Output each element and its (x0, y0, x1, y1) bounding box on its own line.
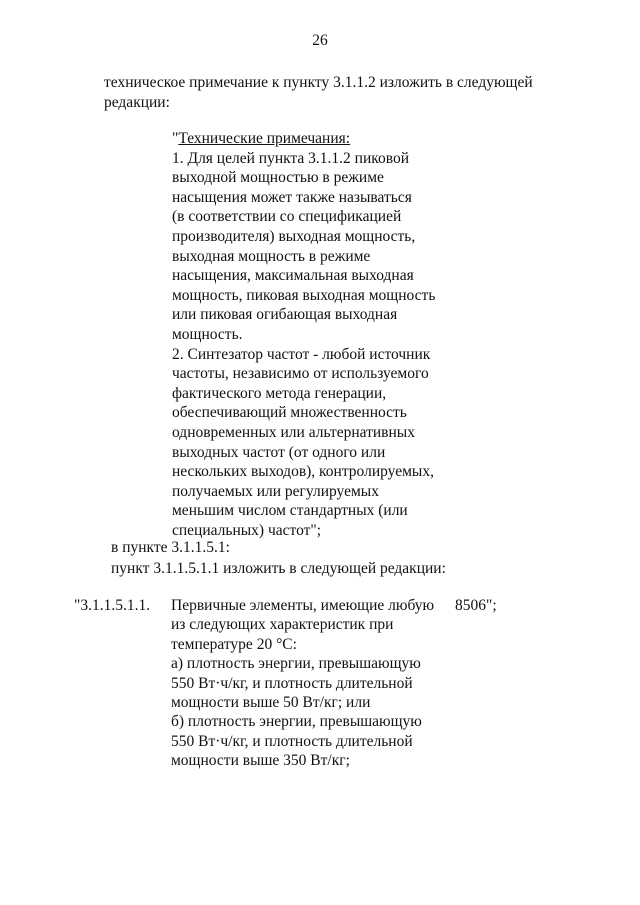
note-line: частоты, независимо от используемого (172, 365, 429, 383)
note-line: нескольких выходов), контролируемых, (172, 463, 434, 481)
note-line: 2. Синтезатор частот - любой источник (172, 345, 431, 363)
item-line: Первичные элементы, имеющие любую (171, 597, 435, 614)
note-line: 1. Для целей пункта 3.1.1.2 пиковой (172, 149, 409, 167)
technical-notes-title: Технические примечания: (178, 130, 351, 147)
note-line: получаемых или регулируемых (172, 482, 379, 500)
item-line: б) плотность энергии, превышающую (171, 713, 422, 731)
note-line: меньшим числом стандартных (или (172, 502, 408, 520)
note-line: выходных частот (от одного или (172, 443, 386, 461)
item-line: температуре 20 °С: (171, 635, 297, 653)
note-line: или пиковая огибающая выходная (172, 306, 398, 324)
note-line: насыщения может также называться (172, 188, 412, 206)
note-line: насыщения, максимальная выходная (172, 267, 414, 285)
note-line: производителя) выходная мощность, (172, 227, 416, 245)
technical-notes-heading (172, 129, 472, 149)
note-line: фактического метода генерации, (172, 384, 387, 402)
page-number: 26 (312, 32, 328, 49)
item-line: мощности выше 50 Вт/кг; или (171, 694, 371, 712)
note-line: мощность. (172, 325, 243, 343)
note-line: выходной мощностью в режиме (172, 169, 384, 187)
note-line: одновременных или альтернативных (172, 423, 415, 441)
note-line: обеспечивающий множественность (172, 404, 407, 422)
amendment-line: в пункте 3.1.1.5.1: (111, 539, 230, 556)
note-line: специальных) частот"; (172, 521, 322, 539)
item-line: 550 Вт·ч/кг, и плотность длительной (171, 674, 413, 692)
item-line: мощности выше 350 Вт/кг; (171, 752, 350, 770)
tnved-code: 8506"; (455, 597, 497, 614)
opening-quote: " (172, 130, 179, 147)
note-line: выходная мощность в режиме (172, 247, 371, 265)
technical-notes-block (172, 129, 472, 540)
item-description (171, 596, 461, 771)
item-line: а) плотность энергии, превышающую (171, 655, 421, 673)
intro-paragraph: техническое примечание к пункту 3.1.1.2 изложить в следующей (104, 74, 533, 91)
item-line: из следующих характеристик при (171, 616, 394, 634)
note-line: мощность, пиковая выходная мощность (172, 286, 436, 304)
item-line: 550 Вт·ч/кг, и плотность длительной (171, 732, 413, 750)
amendment-line: пункт 3.1.1.5.1.1 изложить в следующей редакции: (111, 560, 446, 577)
intro-paragraph-continuation: редакции: (104, 94, 170, 111)
note-line: (в соответствии со спецификацией (172, 208, 402, 226)
item-code: "3.1.1.5.1.1. (74, 597, 151, 614)
